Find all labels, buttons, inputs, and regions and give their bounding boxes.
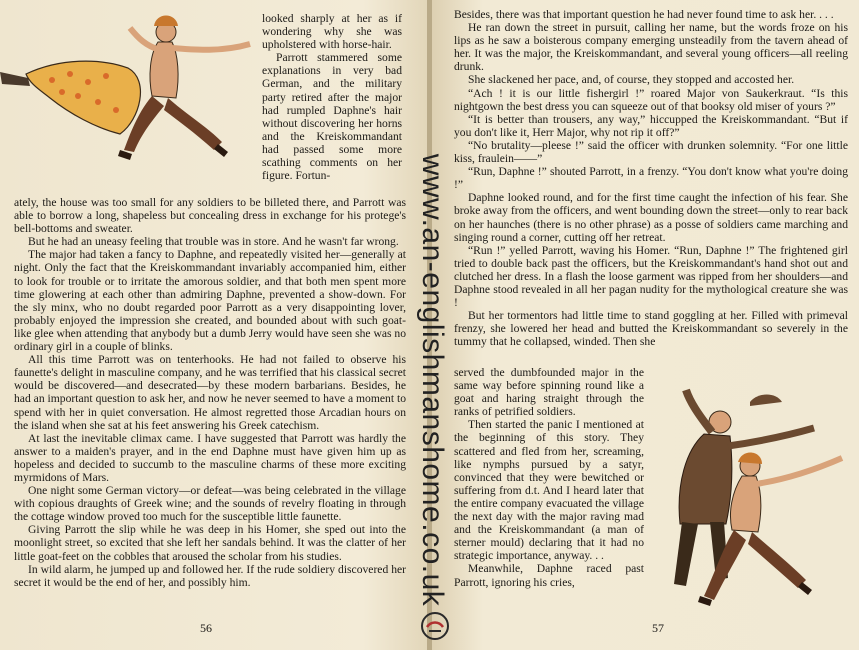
- officer-and-faun-illustration: [646, 384, 856, 616]
- website-watermark: [412, 153, 452, 607]
- paragraph: “No brutality—pleese !” said the officer with drunken solemnity. “For one little kiss, fraulein——”: [454, 138, 848, 166]
- left-narrow-column: [262, 12, 402, 182]
- paragraph: “Ach ! it is our little fishergirl !” roared Major von Saukerkraut. “Is this nightgown the best dress you can squeeze out of that booksy old miser of yours ?”: [454, 86, 848, 113]
- watermark-text: www.an-englishmanshome.co.uk: [416, 153, 449, 607]
- paragraph: But her tormentors had little time to stand goggling at her. Filled with primeval frenzy, she lowered her head and butted the Kreiskommandant so severely in the tummy that he collapsed, winded. Then she: [454, 309, 848, 349]
- paragraph: At last the inevitable climax came. I have suggested that Parrott was hardly the answer to a maiden's prayer, and in the end Daphne must have given him up as hopeless and decided to succumb to the masculine charms of these more exciting myrmidons of Mars.: [14, 431, 406, 484]
- paragraph: Daphne looked round, and for the first time caught the infection of his fear. She broke away from the officers, and went bounding down the street—only to rear back on her haunches (there is no other phrase) as a posse of soldiers came marching and singing round a corner, cutting off her retreat.: [454, 191, 848, 244]
- paragraph: “Run, Daphne !” shouted Parrott, in a frenzy. “You don't know what you're doing !”: [454, 165, 848, 192]
- paragraph: The major had taken a fancy to Daphne, and repeatedly visited her—generally at night. Only the fact that the Kreiskommandant invariably accompanied him, either to look for trouble or to irritate the amorous soldier, and that both men spent more time glowering at each other than admiring Daphne, prevented a show-down. For the sly minx, who no doubt regarded poor Parrott as a very disappointing lover, probably enjoyed the impression she created, and bounded about with such goat-like glee when attending that anybody but a dumb Jerry would have seen she was no ordinary girl in a couple of blinks.: [14, 248, 406, 354]
- right-main-column: [454, 8, 848, 348]
- paragraph: Meanwhile, Daphne raced past Parrott, ignoring his cries,: [454, 562, 644, 589]
- watermark-logo-icon: [419, 610, 451, 642]
- paragraph: “Run !” yelled Parrott, waving his Homer. “Run, Daphne !” The frightened girl tried to double back past the officers, but the Kreiskommandant's hand shot out and clutched her dress. In a flash the loose garment was ripped from her shoulders—and Daphne stood revealed in all her pagan nudity for the mythological creature she was !: [454, 243, 848, 310]
- paragraph: served the dumbfounded major in the same way before spinning round like a goat and haring straight through the ranks of petrified soldiers.: [454, 366, 644, 419]
- left-main-column: [14, 196, 406, 589]
- left-page: [0, 0, 428, 650]
- paragraph: But he had an uneasy feeling that trouble was in store. And he wasn't far wrong.: [28, 235, 399, 249]
- page-number: 57: [652, 621, 664, 635]
- paragraph: Giving Parrott the slip while he was deep in his Homer, she sped out into the moonlight street, so excited that she left her sandals behind. It was the clatter of her little goat-feet on the cobbles that aroused the scholar from his studies.: [14, 523, 406, 563]
- paragraph: One night some German victory—or defeat—was being celebrated in the village with copious draughts of Greek wine; and the sounds of revelry floating in through the cottage window proved too much for the susceptible little faunette.: [14, 484, 406, 524]
- paragraph: In wild alarm, he jumped up and followed her. If the rude soldiery discovered her secret it would be the end of her, and possibly him.: [14, 562, 406, 589]
- paragraph: He ran down the street in pursuit, calling her name, but the words froze on his lips as he saw a boisterous company emerging unsteadily from the tavern ahead of her. It was the major, the Kreiskommandant, and several young officers—all reeling drunk.: [454, 21, 848, 74]
- paragraph: “It is better than trousers, any way,” hiccupped the Kreiskommandant. “But if you don't like it, Herr Major, why not rip it off?”: [454, 112, 848, 139]
- paragraph: Besides, there was that important question he had never found time to ask her. . . .: [454, 8, 834, 21]
- paragraph: Parrott stammered some explanations in very bad German, and the military party retired after the major had rumpled Daphne's hair without discovering her horns and the Kreiskommandant had passed some more scathing comments on her figure. Fortun-: [262, 51, 402, 183]
- right-narrow-column: [454, 366, 644, 589]
- right-page: [432, 0, 859, 650]
- paragraph: looked sharply at her as if wondering why she was upholstered with horse-hair.: [262, 12, 402, 52]
- faun-girl-illustration: [0, 10, 262, 160]
- paragraph: She slackened her pace, and, of course, they stopped and accosted her.: [468, 73, 795, 87]
- paragraph: Then started the panic I mentioned at the beginning of this story. They scattered and fled from her, screaming, like nymphs pursued by a satyr, convinced that they were bewitched or suffering from d.t. And I heard later that the entire company evacuated the village the next day with the major raving mad and the Kreiskommandant (a man of sterner mould) declaring that it had no strategic importance, anyway. . .: [454, 418, 644, 563]
- paragraph: All this time Parrott was on tenterhooks. He had not failed to observe his faunette's delight in masculine company, and he was terrified that his classical secret would be discovered—and desecrated—by these modern barbarians. Besides, he had an important question to ask her, and now he never seemed to have a moment to spend with her in quiet conversation. He almost regretted those Arcadian hours on the island when she sat at his feet answering his Greek catechism.: [14, 353, 406, 432]
- paragraph: ately, the house was too small for any soldiers to be billeted there, and Parrott was able to borrow a long, shapeless but concealing dress in exchange for his protege's bell-bottoms and sweater.: [14, 196, 406, 236]
- page-number: 56: [200, 621, 212, 635]
